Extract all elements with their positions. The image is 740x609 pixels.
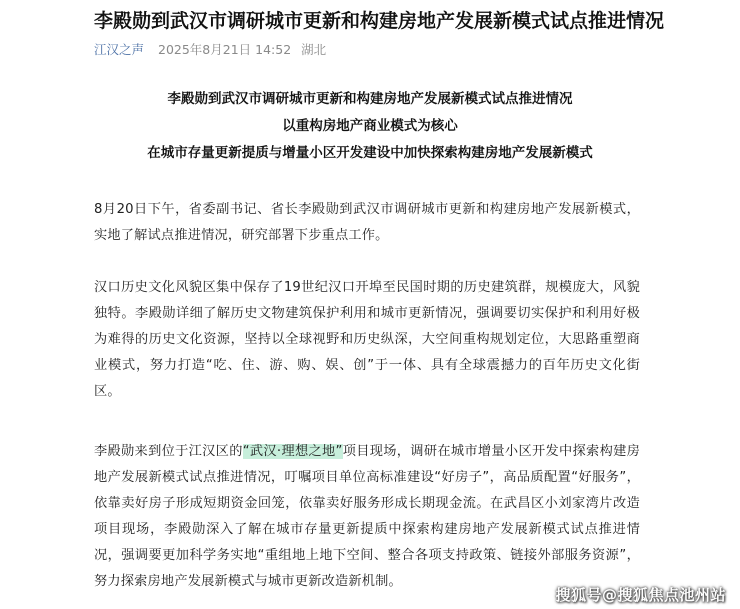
paragraph-2: 汉口历史文化风貌区集中保存了19世纪汉口开埠至民国时期的历史建筑群，规模庞大，风貌独特。李殿勋详细了解历史文物建筑保护利用和城市更新情况，强调要切实保护和利用好极为难得的历史文化资源，坚持以全球视野和历史纵深，大空间重构规划定位，大思路重塑商业模式，努力打造“吃、住、游、购、娱、创”于一体、具有全球震撼力的百年历史文化街区。	[94, 280, 640, 399]
paragraph-1: 8月20日下午，省委副书记、省长李殿勋到武汉市调研城市更新和构建房地产发展新模式，实地了解试点推进情况，研究部署下步重点工作。	[94, 202, 640, 243]
paragraph-3-lead: 李殿勋来到位于江汉区的	[94, 444, 243, 459]
article-title: 李殿勋到武汉市调研城市更新和构建房地产发展新模式试点推进情况	[94, 10, 665, 32]
watermark: 搜狐号@搜狐焦点池州站	[555, 586, 726, 604]
region-tag: 湖北	[301, 42, 327, 57]
project-name-highlight: “武汉·理想之地”	[242, 444, 343, 459]
publish-date: 2025年8月21日 14:52	[158, 42, 292, 57]
paragraph-3-body: 项目现场，调研在城市增量小区开发中探索构建房地产发展新模式试点推进情况，叮嘱项目单位高标准建设“好房子”，高品质配置“好服务”，依靠卖好房子形成短期资金回笼，依靠卖好服务形成长期现金流。在武昌区小刘家湾片改造项目现场，李殿勋深入了解在城市存量更新提质中探索构建房地产发展新模式试点推进情况，强调要更加科学务实地“重组地上地下空间、整合各项支持政策、链接外部服务资源”，努力探索房地产发展新模式与城市更新改造新机制。	[94, 444, 640, 589]
source-link[interactable]: 江汉之声	[94, 42, 145, 57]
subhead-3: 在城市存量更新提质与增量小区开发建设中加快探索构建房地产发展新模式	[147, 145, 593, 161]
paragraph-3	[94, 439, 640, 595]
subhead-2: 以重构房地产商业模式为核心	[282, 118, 458, 134]
subhead-1: 李殿勋到武汉市调研城市更新和构建房地产发展新模式试点推进情况	[167, 91, 573, 107]
article-meta	[94, 41, 326, 59]
